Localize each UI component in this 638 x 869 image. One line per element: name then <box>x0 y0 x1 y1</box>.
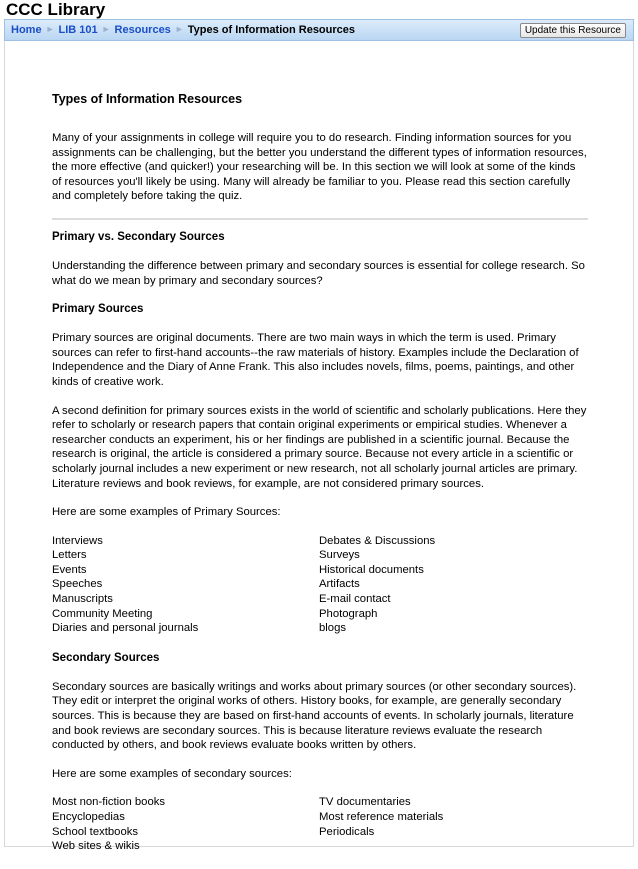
list-item: Photograph <box>319 607 378 620</box>
list-item: Diaries and personal journals <box>52 622 199 635</box>
list-item: Letters <box>52 549 87 562</box>
primary-vs-secondary-paragraph: Understanding the difference between primary and secondary sources is essential for college research. So what do we mean by primary and secondary sources? <box>52 259 585 287</box>
primary-examples-list <box>52 534 588 636</box>
primary-examples-column-2 <box>319 534 586 636</box>
list-item: blogs <box>319 622 347 635</box>
list-item: Events <box>52 563 87 576</box>
primary-sources-heading: Primary Sources <box>52 303 144 316</box>
list-item: Speeches <box>52 578 103 591</box>
breadcrumb <box>11 23 355 37</box>
site-title: CCC Library <box>6 0 106 19</box>
breadcrumb-separator-icon: ► <box>45 24 55 34</box>
breadcrumb-separator-icon: ► <box>174 24 184 34</box>
breadcrumb-separator-icon: ► <box>101 24 111 34</box>
list-item: Most reference materials <box>319 811 444 823</box>
secondary-sources-heading: Secondary Sources <box>52 651 160 664</box>
list-item: Periodicals <box>319 825 375 838</box>
breadcrumb-home-link[interactable]: Home <box>11 24 42 36</box>
primary-examples-column-1 <box>52 534 319 636</box>
list-item: TV documentaries <box>319 796 411 809</box>
breadcrumb-course-link[interactable]: LIB 101 <box>58 24 98 36</box>
secondary-sources-paragraph: Secondary sources are basically writings and works about primary sources (or other secondary sources). They edit or interpret the original works of others. History books, for example, are generally secondary sources. This is because they are based on first-hand accounts of events. In scholarly journals, literature and book reviews are secondary sources. This is because literature reviews evaluate the research conducted by others, and book reviews evaluate books written by others. <box>52 680 577 752</box>
breadcrumb-bar <box>4 19 634 41</box>
update-resource-button[interactable]: Update this Resource <box>520 23 626 38</box>
secondary-examples-column-1 <box>52 795 319 853</box>
main-content <box>52 91 588 869</box>
breadcrumb-resources-link[interactable]: Resources <box>114 24 171 36</box>
primary-vs-secondary-heading: Primary vs. Secondary Sources <box>52 230 225 243</box>
list-item: Manuscripts <box>52 593 113 606</box>
list-item: Debates & Discussions <box>319 534 436 547</box>
primary-sources-paragraph-2: A second definition for primary sources exists in the world of scientific and scholarly publications. Here they refer to scholarly or research papers that contain original experiments or empirical studies. Whenever a researcher conducts an experiment, his or her findings are published in a scientific journal. Because the research is original, the article is considered a primary source. Because not every article in a scientific or scholarly journal includes a new experiment or new research, not all scholarly journal articles are primary. Literature reviews and book reviews, for example, are not considered primary sources. <box>52 404 587 490</box>
secondary-examples-list <box>52 795 588 853</box>
primary-sources-paragraph-1: Primary sources are original documents. There are two main ways in which the term is used. Primary sources can refer to first-hand accounts--the raw materials of history. Examples include the Declaration of Independence and the Diary of Anne Frank. This also includes novels, films, poems, paintings, and other kinds of creative work. <box>52 332 579 388</box>
list-item: School textbooks <box>52 825 139 838</box>
section-divider <box>52 218 588 220</box>
list-item: Historical documents <box>319 563 424 576</box>
list-item: Community Meeting <box>52 607 153 620</box>
secondary-examples-intro: Here are some examples of secondary sources: <box>52 767 292 780</box>
list-item: Encyclopedias <box>52 811 125 823</box>
list-item: Web sites & wikis <box>52 840 140 853</box>
list-item: Most non-fiction books <box>52 796 166 809</box>
secondary-examples-column-2 <box>319 795 586 853</box>
breadcrumb-current: Types of Information Resources <box>187 24 356 36</box>
list-item: Interviews <box>52 534 103 547</box>
list-item: Artifacts <box>319 578 360 591</box>
list-item: E-mail contact <box>319 593 391 606</box>
primary-examples-intro: Here are some examples of Primary Sources: <box>52 506 281 519</box>
list-item: Surveys <box>319 549 360 562</box>
page-title: Types of Information Resources <box>52 92 243 106</box>
intro-paragraph: Many of your assignments in college will require you to do research. Finding information sources for you assignments can be challenging, but the better you understand the different types of information resources, the more effective (and quicker!) your researching will be. In this section we will look at some of the kinds of resources you'll likely be using. Many will already be familiar to you. Please read this section carefully and completely before taking the quiz. <box>52 132 587 203</box>
